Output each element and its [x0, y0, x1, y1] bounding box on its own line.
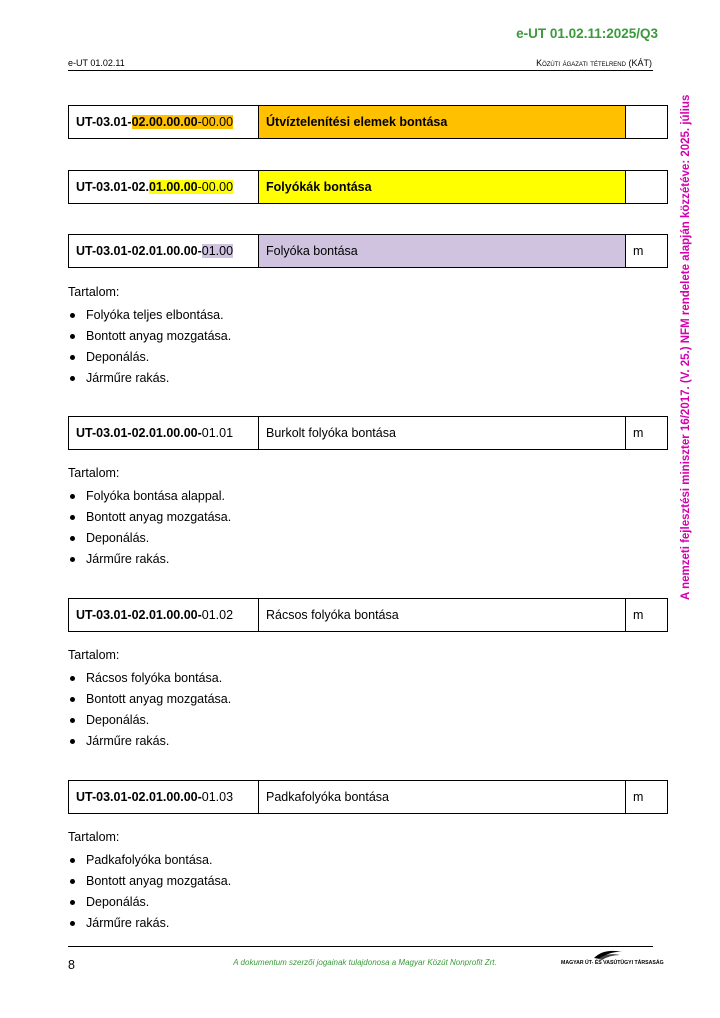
item-code: UT-03.01- 02.00.00.00 -00.00 — [69, 106, 259, 138]
list-item: Folyóka teljes elbontása. — [68, 305, 231, 326]
content-list — [68, 486, 231, 570]
content-title: Tartalom: — [68, 466, 120, 480]
item-unit: m — [633, 790, 644, 804]
header-right — [536, 58, 652, 68]
document-code: e-UT 01.02.11:2025/Q3 — [516, 26, 658, 41]
item-row-0 — [68, 105, 668, 139]
item-name: Burkolt folyóka bontása — [259, 417, 626, 449]
list-item: Járműre rakás. — [68, 731, 231, 752]
copyright-note: A dokumentum szerzői jogainak tulajdonosa a Magyar Közút Nonprofit Zrt. — [233, 958, 497, 967]
item-name: Útvíztelenítési elemek bontása — [259, 106, 626, 138]
item-name: Folyóka bontása — [259, 235, 626, 267]
list-item: Bontott anyag mozgatása. — [68, 326, 231, 347]
header-left: e-UT 01.02.11 — [68, 58, 125, 68]
item-name: Folyókák bontása — [259, 171, 626, 203]
item-row-2 — [68, 234, 668, 268]
item-code: UT-03.01-02.01.00.00- 01.02 — [69, 599, 259, 631]
content-block-2 — [68, 647, 231, 752]
content-block-1 — [68, 465, 231, 570]
header-abbrev: (KÁT) — [628, 58, 652, 68]
list-item: Deponálás. — [68, 528, 231, 549]
list-item: Bontott anyag mozgatása. — [68, 689, 231, 710]
item-unit — [626, 106, 667, 138]
content-title: Tartalom: — [68, 830, 120, 844]
item-unit — [626, 171, 667, 203]
item-code: UT-03.01-02.01.00.00- 01.01 — [69, 417, 259, 449]
header-divider — [68, 70, 653, 71]
list-item: Járműre rakás. — [68, 549, 231, 570]
content-list — [68, 668, 231, 752]
list-item: Bontott anyag mozgatása. — [68, 871, 231, 892]
list-item: Járműre rakás. — [68, 368, 231, 389]
page-number: 8 — [68, 958, 75, 972]
list-item: Rácsos folyóka bontása. — [68, 668, 231, 689]
list-item: Padkafolyóka bontása. — [68, 850, 231, 871]
content-block-3 — [68, 829, 231, 934]
content-title: Tartalom: — [68, 648, 120, 662]
content-block-0 — [68, 284, 231, 389]
list-item: Deponálás. — [68, 710, 231, 731]
item-name: Padkafolyóka bontása — [259, 781, 626, 813]
content-title: Tartalom: — [68, 285, 120, 299]
list-item: Folyóka bontása alappal. — [68, 486, 231, 507]
item-row-1 — [68, 170, 668, 204]
list-item: Járműre rakás. — [68, 913, 231, 934]
item-row-3 — [68, 416, 668, 450]
list-item: Deponálás. — [68, 347, 231, 368]
item-unit: m — [633, 608, 644, 622]
item-unit: m — [633, 244, 644, 258]
list-item: Deponálás. — [68, 892, 231, 913]
side-publication-note: A nemzeti fejlesztési miniszter 16/2017. (V. 25.) NFM rendelete alapján közzétéve: 2025. július — [680, 95, 692, 601]
item-code: UT-03.01-02.01.00.00- 01.03 — [69, 781, 259, 813]
item-unit: m — [633, 426, 644, 440]
content-list — [68, 305, 231, 389]
item-name: Rácsos folyóka bontása — [259, 599, 626, 631]
list-item: Bontott anyag mozgatása. — [68, 507, 231, 528]
item-code: UT-03.01-02. 01.00.00 -00.00 — [69, 171, 259, 203]
item-code: UT-03.01-02.01.00.00- 01.00 — [69, 235, 259, 267]
item-row-4 — [68, 598, 668, 632]
content-list — [68, 850, 231, 934]
item-row-5 — [68, 780, 668, 814]
header-title: Közúti ágazati tételrend — [536, 58, 626, 68]
logo-text: MAGYAR ÚT- ÉS VASÚTÜGYI TÁRSASÁG — [561, 960, 664, 966]
